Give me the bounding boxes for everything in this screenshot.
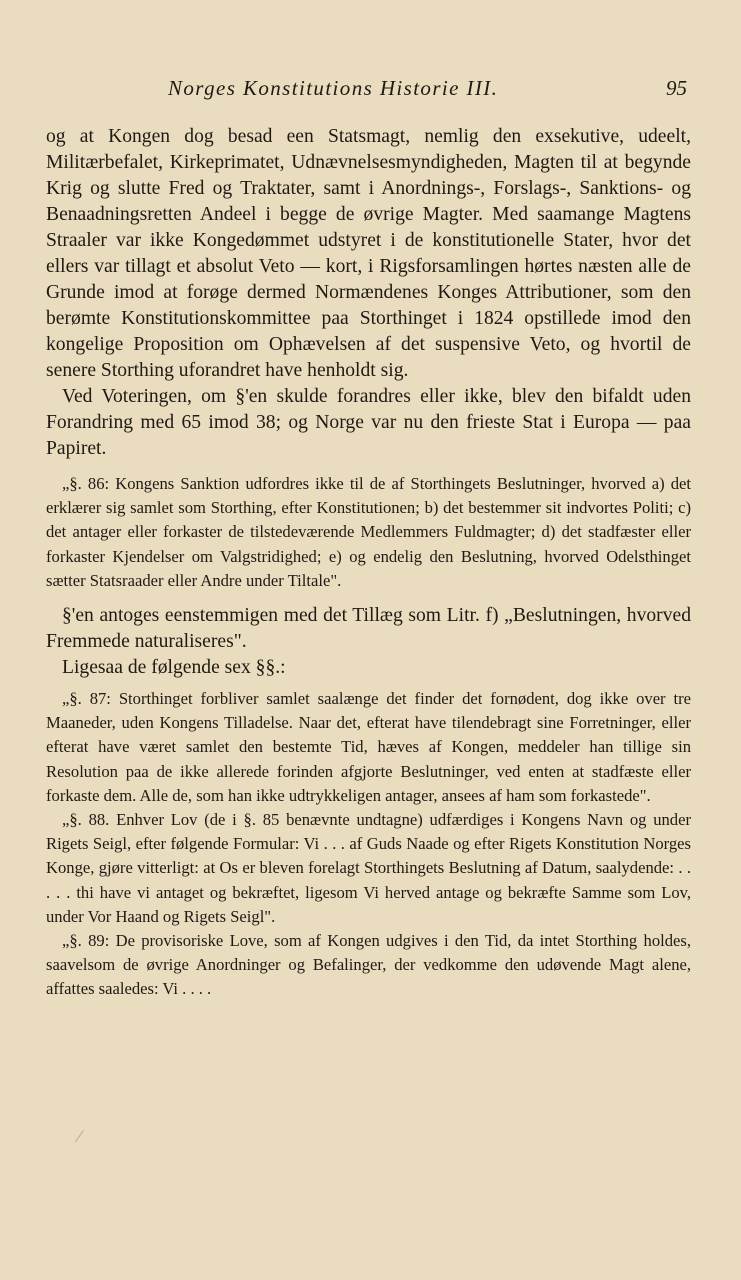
quote-paragraphs-87-89 xyxy=(46,687,691,1002)
paragraph-1: og at Kongen dog besad een Statsmagt, nemlig den exsekutive, udeelt, Militærbefalet, Kirkeprimatet, Udnævnelsesmyndigheden, Magten til at begynde Krig og slutte Fred og Traktater, samt i Anordnings-, Forslags-, Sanktions- og Benaadningsretten Andeel i begge de øvrige Magter. Med saamange Magtens Straaler var ikke Kongedømmet udstyret i de konstitutionelle Stater, hvor det ellers var tillagt et absolut Veto — kort, i Rigsforsamlingen hørtes næsten alle de Grunde imod at forøge dermed Normændenes Konges Attributioner, som den berømte Konstitutionskommittee paa Storthinget i 1824 opstillede imod den kongelige Proposition om Ophævelsen af det suspensive Veto, og hvortil de senere Storthing uforandret have henholdt sig. xyxy=(46,126,691,381)
paragraph-3: §'en antoges eenstemmigen med det Tillæg som Litr. f) „Beslutningen, hvorved Fremmede naturaliseres". xyxy=(46,605,691,653)
paragraph-86: „§. 86: Kongens Sanktion udfordres ikke til de af Storthingets Beslutninger, hvorved a) det erklærer sig samlet som Storthing, efter Konstitutionen; b) det bestemmer sit indvortes Politi; c) det antager eller forkaster de tilstedeværende Medlemmers Fuldmagter; d) det stadfæster eller forkaster Kjendelser om Valgstridighed; e) og endelig den Beslutning, hvorved Odelsthinget sætter Statsraader eller Andre under Tiltale". xyxy=(46,474,691,590)
page-header xyxy=(46,76,691,108)
paragraph-4: Ligesaa de følgende sex §§.: xyxy=(62,657,286,679)
paragraph-89: „§. 89: De provisoriske Love, som af Kongen udgives i den Tid, da intet Storthing holdes, saavelsom de øvrige Anordninger og Befalinger, der vedkomme den udøvende Magt alene, affattes saaledes: Vi . . . . xyxy=(46,931,691,999)
page xyxy=(46,76,691,1002)
quote-paragraph-86 xyxy=(46,472,691,593)
paragraph-88: „§. 88. Enhver Lov (de i §. 85 benævnte undtagne) udfærdiges i Kongens Navn og under Rigets Seigl, efter følgende Formular: Vi . . . af Guds Naade og efter Rigets Konstitution Norges Konge, gjøre vitterligt: at Os er bleven forelagt Storthingets Beslutning af Datum, saalydende: . . . . . thi have vi antaget og bekræftet, ligesom Vi herved antage og bekræfte Samme som Lov, under Vor Haand og Rigets Seigl". xyxy=(46,810,691,926)
pencil-mark xyxy=(75,1130,92,1148)
mid-text xyxy=(46,603,691,681)
main-text xyxy=(46,124,691,462)
running-title: Norges Konstitutions Historie III. xyxy=(168,76,499,100)
page-number: 95 xyxy=(666,76,687,100)
paragraph-2: Ved Voteringen, om §'en skulde forandres eller ikke, blev den bifaldt uden Forandring med 65 imod 38; og Norge var nu den frieste Stat i Europa — paa Papiret. xyxy=(46,386,691,459)
paragraph-87: „§. 87: Storthinget forbliver samlet saalænge det finder det fornødent, dog ikke over tre Maaneder, uden Kongens Tilladelse. Naar det, efterat have tilendebragt sine Forretninger, eller efterat have været samlet den bestemte Tid, hæves af Kongen, meddeler han tillige sin Resolution paa de ikke allerede forinden afgjorte Beslutninger, ved enten at stadfæste eller forkaste dem. Alle de, som han ikke udtrykkeligen antager, ansees af ham som forkastede". xyxy=(46,689,691,805)
